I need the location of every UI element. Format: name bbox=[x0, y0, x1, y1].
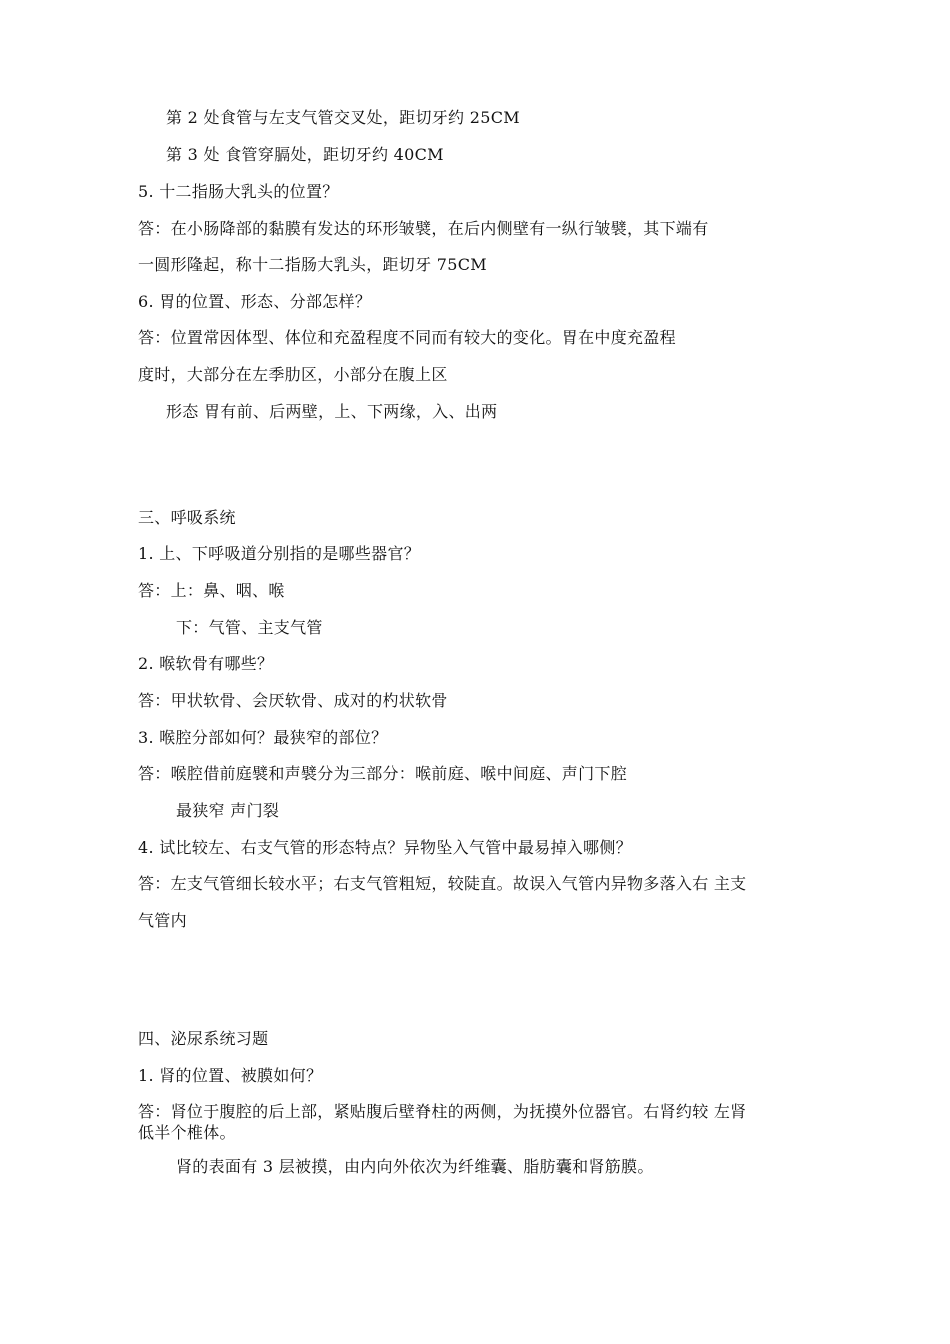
question-heading: 3. 喉腔分部如何？最狭窄的部位？ bbox=[138, 728, 388, 747]
question-heading: 2. 喉软骨有哪些？ bbox=[138, 654, 274, 673]
text-line: 最狭窄 声门裂 bbox=[176, 801, 280, 820]
section-heading: 三、呼吸系统 bbox=[138, 508, 236, 527]
question-heading: 4. 试比较左、右支气管的形态特点？异物坠入气管中最易掉入哪侧？ bbox=[138, 838, 632, 857]
answer-line: 答：左支气管细长较水平；右支气管粗短，较陡直。故误入气管内异物多落入右 主支 bbox=[138, 874, 747, 893]
section-heading: 四、泌尿系统习题 bbox=[138, 1029, 269, 1048]
question-heading: 5. 十二指肠大乳头的位置？ bbox=[138, 182, 339, 201]
text-line: 肾的表面有 3 层被摸，由内向外依次为纤维囊、脂肪囊和肾筋膜。 bbox=[176, 1157, 654, 1176]
text-line: 低半个椎体。 bbox=[138, 1123, 236, 1142]
text-line: 下：气管、主支气管 bbox=[176, 618, 323, 637]
text-line: 第 3 处 食管穿膈处，距切牙约 40CM bbox=[166, 145, 444, 164]
answer-line: 答：在小肠降部的黏膜有发达的环形皱襞，在后内侧壁有一纵行皱襞，其下端有 bbox=[138, 219, 709, 238]
answer-line: 答：肾位于腹腔的后上部，紧贴腹后壁脊柱的两侧，为抚摸外位器官。右肾约较 左肾 bbox=[138, 1102, 747, 1121]
text-line: 形态 胃有前、后两壁，上、下两缘，入、出两 bbox=[166, 402, 498, 421]
question-heading: 6. 胃的位置、形态、分部怎样？ bbox=[138, 292, 372, 311]
question-heading: 1. 肾的位置、被膜如何？ bbox=[138, 1066, 323, 1085]
question-heading: 1. 上、下呼吸道分别指的是哪些器官？ bbox=[138, 544, 421, 563]
text-line: 气管内 bbox=[138, 911, 187, 930]
answer-line: 答：甲状软骨、会厌软骨、成对的杓状软骨 bbox=[138, 691, 448, 710]
answer-line: 答：上：鼻、咽、喉 bbox=[138, 581, 285, 600]
answer-line: 答：位置常因体型、体位和充盈程度不同而有较大的变化。胃在中度充盈程 bbox=[138, 328, 676, 347]
text-line: 度时，大部分在左季肋区，小部分在腹上区 bbox=[138, 365, 448, 384]
answer-line: 答：喉腔借前庭襞和声襞分为三部分：喉前庭、喉中间庭、声门下腔 bbox=[138, 764, 628, 783]
text-line: 第 2 处食管与左支气管交叉处，距切牙约 25CM bbox=[166, 108, 520, 127]
text-line: 一圆形隆起，称十二指肠大乳头，距切牙 75CM bbox=[138, 255, 487, 274]
